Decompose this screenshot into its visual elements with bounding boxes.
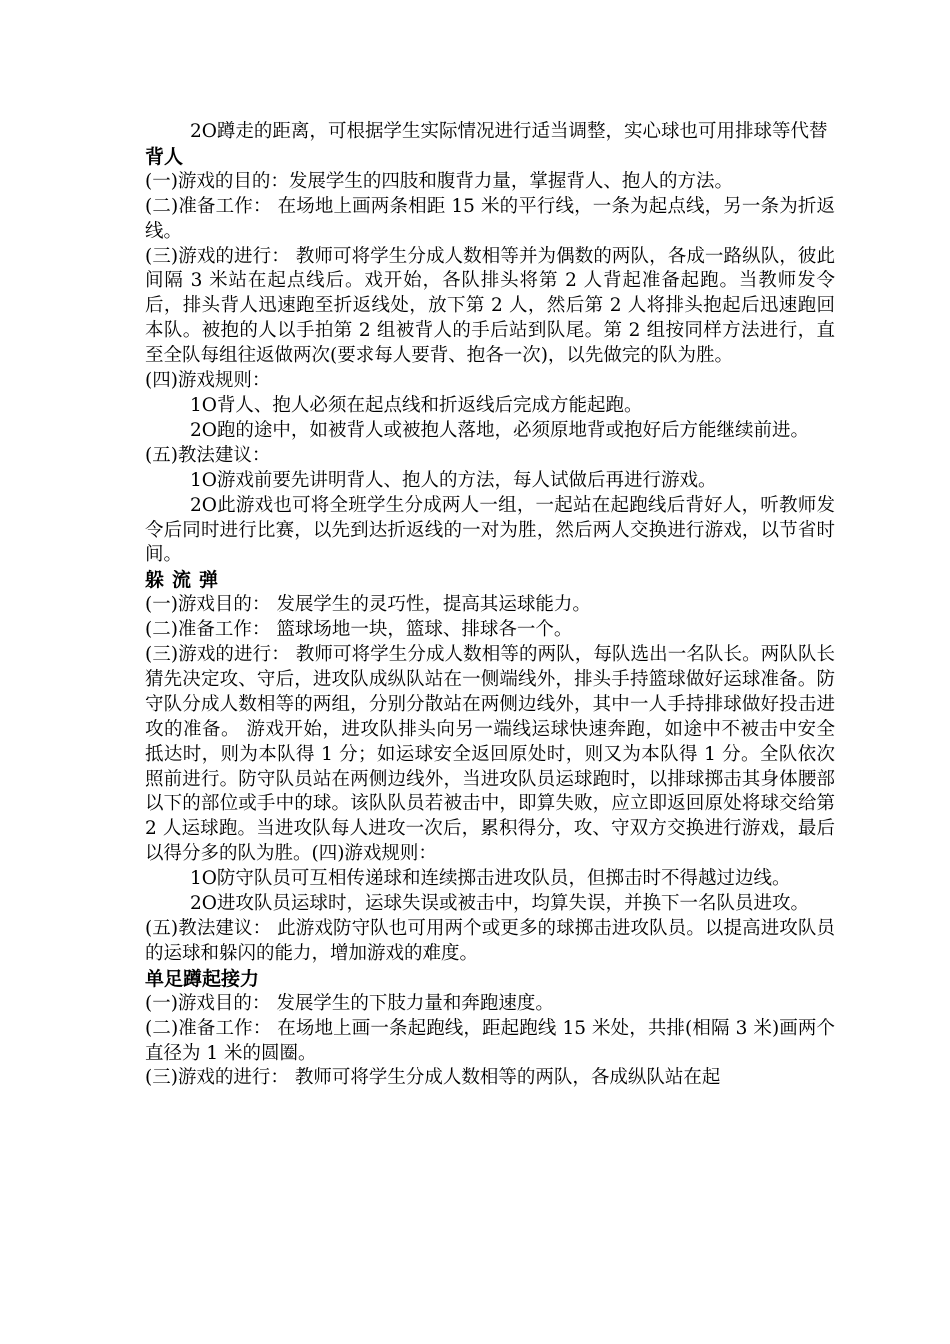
rule-item: 2O进攻队员运球时，运球失误或被击中，均算失误，并换下一名队员进攻。 <box>190 893 809 915</box>
rule-item: 1O背人、抱人必须在起点线和折返线后完成方能起跑。 <box>190 394 643 416</box>
rule-item: 2O跑的途中，如被背人或被抱人落地，必须原地背或抱好后方能继续前进。 <box>190 419 809 441</box>
paragraph: (二)准备工作： 在场地上画一条起跑线，距起跑线 15 米处，共排(相隔 3 米)画两个直径为 1 米的圆圈。 <box>145 1017 835 1064</box>
paragraph: (一)游戏的目的：发展学生的四肢和腹背力量，掌握背人、抱人的方法。 <box>145 170 733 192</box>
paragraph: (五)教法建议： 此游戏防守队也可用两个或更多的球掷击进攻队员。以提高进攻队员的运球和躲闪的能力，增加游戏的难度。 <box>145 918 835 964</box>
paragraph: (三)游戏的进行： 教师可将学生分成人数相等并为偶数的两队，各成一路纵队，彼此间隔 3 米站在起点线后。戏开始，各队排头将第 2 人背起准备起跑。当教师发令后，排头背人迅速跑至折返线处，放下第 2 人，然后第 2 人将排头抱起后迅速跑回本队。被抱的人以手拍第 2 组被背人的手后站到队尾。第 2 组按同样方法进行，直至全队每组往返做两次(要求每人要背、抱各一次)，以先做完的队为胜。 <box>145 245 835 367</box>
text-line: 2O蹲走的距离，可根据学生实际情况进行适当调整，实心球也可用排球等代替 <box>190 121 828 142</box>
paragraph: (四)游戏规则： <box>145 370 271 392</box>
paragraph: (一)游戏目的： 发展学生的灵巧性，提高其运球能力。 <box>145 594 591 616</box>
rule-item: 1O防守队员可互相传递球和连续掷击进攻队员，但掷击时不得越过边线。 <box>190 868 791 890</box>
suggestion-item: 1O游戏前要先讲明背人、抱人的方法，每人试做后再进行游戏。 <box>190 469 717 491</box>
section-heading-dodge-ball: 躲流弹 <box>145 569 227 592</box>
paragraph: (五)教法建议： <box>145 444 271 466</box>
paragraph: (二)准备工作： 在场地上画两条相距 15 米的平行线，一条为起点线，另一条为折返线。 <box>145 195 835 242</box>
suggestion-item: 2O此游戏也可将全班学生分成两人一组，一起站在起跑线后背好人，听教师发令后同时进行比赛，以先到达折返线的一对为胜，然后两人交换进行游戏，以节省时间。 <box>145 494 835 566</box>
paragraph: (三)游戏的进行： 教师可将学生分成人数相等的两队，每队选出一名队长。两队队长猜先决定攻、守后，进攻队成纵队站在一侧端线外，排头手持篮球做好运球准备。防守队分成人数相等的两组，分别分散站在两侧边线外，其中一人手持排球做好投击进攻的准备。 游戏开始，进攻队排头向另一端线运球快速奔跑，如途中不被击中安全抵达时，则为本队得 1 分；如运球安全返回原处时，则又为本队得 1 分。全队依次照前进行。防守队员站在两侧边线外，当进攻队员运球跑时，以排球掷击其身体腰部以下的部位或手中的球。该队队员若被击中，即算失败，应立即返回原处将球交给第 2 人运球跑。当进攻队每人进攻一次后，累积得分，攻、守双方交换进行游戏，最后以得分多的队为胜。(四)游戏规则： <box>145 644 835 865</box>
section-heading-single-leg-relay: 单足蹲起接力 <box>145 967 260 990</box>
section-heading-carry-person: 背人 <box>145 145 184 168</box>
paragraph: (二)准备工作： 篮球场地一块，篮球、排球各一个。 <box>145 619 573 641</box>
paragraph: (一)游戏目的： 发展学生的下肢力量和奔跑速度。 <box>145 992 554 1014</box>
paragraph: (三)游戏的进行： 教师可将学生分成人数相等的两队，各成纵队站在起 <box>145 1067 721 1089</box>
document-page <box>145 120 835 1091</box>
